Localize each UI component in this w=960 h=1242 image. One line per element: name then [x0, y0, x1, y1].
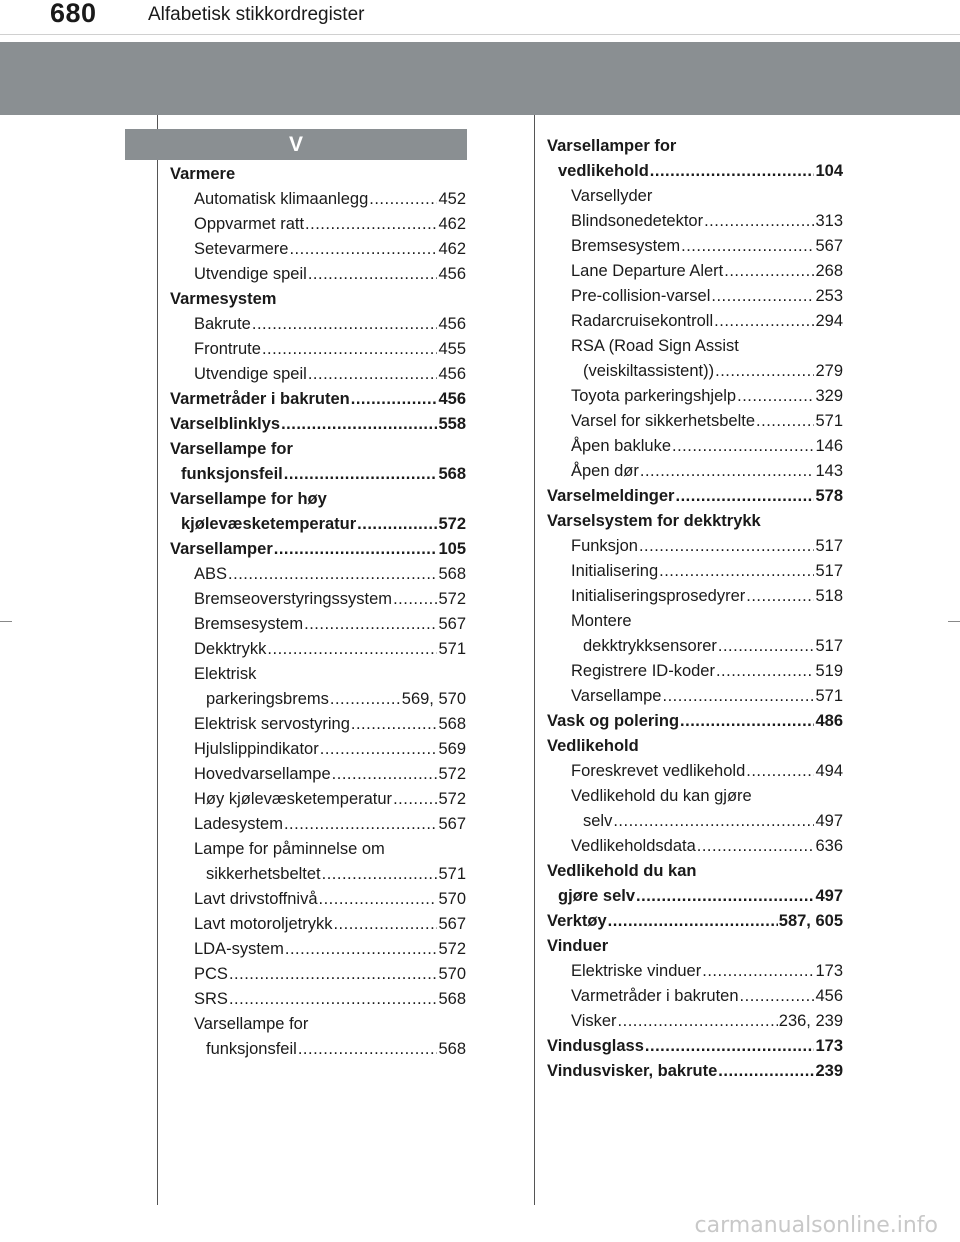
index-entry [170, 737, 466, 762]
index-entry-text: funksjonsfeil [206, 1040, 297, 1058]
index-entry-page: 570 [438, 890, 466, 908]
index-entry-page: 571 [438, 865, 466, 883]
index-entry [170, 587, 466, 612]
index-entry [170, 962, 466, 987]
index-entry-page: 494 [815, 762, 843, 780]
leader-dots [746, 584, 814, 609]
index-entry-page: 571 [815, 412, 843, 430]
index-entry-page: 568 [438, 465, 466, 483]
index-entry-text: Visker [571, 1012, 617, 1030]
index-entry [547, 609, 843, 634]
index-entry-text: Varsellyder [571, 187, 653, 205]
index-entry [547, 359, 843, 384]
leader-dots [697, 834, 815, 859]
index-entry-text: Radarcruisekontroll [571, 312, 714, 330]
index-entry-text: Varsellamper [170, 540, 273, 558]
index-entry-page: 105 [438, 540, 466, 558]
index-entry [547, 759, 843, 784]
leader-dots [711, 284, 814, 309]
leader-dots [659, 559, 814, 584]
leader-dots [715, 359, 814, 384]
index-entry [547, 1034, 843, 1059]
index-entry [170, 787, 466, 812]
index-entry-text: Vindusvisker, bakrute [547, 1062, 718, 1080]
index-entry-page: 239 [815, 1062, 843, 1080]
index-entry-text: Vinduer [547, 937, 609, 955]
index-entry [170, 662, 466, 687]
crop-mark-left [0, 621, 12, 622]
index-entry-text: Utvendige speil [194, 265, 307, 283]
leader-dots [229, 987, 438, 1012]
leader-dots [737, 384, 814, 409]
leader-dots [320, 737, 438, 762]
index-entry-text: parkeringsbrems [206, 690, 329, 708]
index-entry [170, 462, 466, 487]
index-entry-text: Åpen bakluke [571, 437, 671, 455]
index-entry-page: 517 [815, 637, 843, 655]
index-entry-text: Varsellampe [571, 687, 662, 705]
index-entry [547, 534, 843, 559]
leader-dots [351, 387, 438, 412]
index-entry [547, 784, 843, 809]
index-entry [547, 209, 843, 234]
index-entry [170, 287, 466, 312]
index-entry-text: Bremsesystem [194, 615, 304, 633]
index-entry-page: 517 [815, 562, 843, 580]
leader-dots [308, 262, 438, 287]
index-entry [547, 1009, 843, 1034]
index-entry-page: 572 [438, 940, 466, 958]
leader-dots [369, 187, 437, 212]
index-entry [170, 887, 466, 912]
leader-dots [274, 537, 438, 562]
right-column-rule [534, 115, 535, 1205]
index-entry-text: Åpen dør [571, 462, 639, 480]
index-entry-text: Varselsystem for dekktrykk [547, 512, 761, 530]
index-entry [547, 259, 843, 284]
index-entry-text: Elektrisk [194, 665, 257, 683]
index-entry-page: 572 [438, 790, 466, 808]
index-entry [547, 584, 843, 609]
index-entry-page: 456 [438, 365, 466, 383]
index-entry-text: Høy kjølevæsketemperatur [194, 790, 393, 808]
leader-dots [357, 512, 437, 537]
index-entry [170, 637, 466, 662]
header-divider [0, 34, 960, 38]
leader-dots [304, 612, 437, 637]
leader-dots [284, 812, 438, 837]
leader-dots [662, 684, 814, 709]
index-entry [170, 512, 466, 537]
leader-dots [333, 912, 437, 937]
index-entry-page: 497 [815, 812, 843, 830]
index-entry-page: 313 [815, 212, 843, 230]
index-entry-page: 462 [438, 240, 466, 258]
index-entry-text: vedlikehold [558, 162, 649, 180]
index-entry-page: 455 [438, 340, 466, 358]
leader-dots [330, 687, 401, 712]
index-entry [170, 487, 466, 512]
index-entry-page: 173 [815, 962, 843, 980]
index-entry [170, 437, 466, 462]
index-entry-text: Varmesystem [170, 290, 277, 308]
leader-dots [229, 962, 438, 987]
index-entry [547, 509, 843, 534]
index-entry [170, 937, 466, 962]
index-entry-page: 517 [815, 537, 843, 555]
index-entry-page: 568 [438, 715, 466, 733]
index-entry [547, 659, 843, 684]
index-entry-text: Vedlikehold [547, 737, 639, 755]
index-entry-text: Varsel for sikkerhetsbelte [571, 412, 756, 430]
index-entry-page: 143 [815, 462, 843, 480]
index-entry-page: 567 [438, 815, 466, 833]
index-entry [547, 134, 843, 159]
index-entry [170, 237, 466, 262]
index-entry [170, 987, 466, 1012]
index-entry-text: LDA-system [194, 940, 284, 958]
index-entry-text: Varmetråder i bakruten [571, 987, 739, 1005]
index-entry [547, 384, 843, 409]
index-entry-text: Automatisk klimaanlegg [194, 190, 369, 208]
index-entry [547, 734, 843, 759]
index-entry-page: 578 [815, 487, 843, 505]
index-entry [170, 362, 466, 387]
leader-dots [724, 259, 814, 284]
index-entry [170, 862, 466, 887]
leader-dots [289, 237, 437, 262]
index-entry [547, 159, 843, 184]
index-entry [170, 262, 466, 287]
index-entry-page: 572 [438, 515, 466, 533]
index-entry-text: Lavt motoroljetrykk [194, 915, 333, 933]
index-entry-text: Hovedvarsellampe [194, 765, 331, 783]
index-entry-page: 518 [815, 587, 843, 605]
leader-dots [718, 1059, 814, 1084]
index-entry-text: Initialiseringsprosedyrer [571, 587, 746, 605]
index-entry-text: ABS [194, 565, 228, 583]
index-entry-page: 568 [438, 1040, 466, 1058]
index-entry-page: 146 [815, 437, 843, 455]
index-entry-text: PCS [194, 965, 228, 983]
index-entry-text: SRS [194, 990, 228, 1008]
index-entry-text: Varsellampe for [194, 1015, 309, 1033]
index-entry-text: Elektriske vinduer [571, 962, 702, 980]
leader-dots [305, 212, 437, 237]
leader-dots [650, 159, 815, 184]
index-entry-page: 456 [815, 987, 843, 1005]
page-number: 680 [50, 0, 97, 28]
index-entry-page: 567 [438, 915, 466, 933]
index-entry-page: 456 [438, 315, 466, 333]
leader-dots [228, 562, 437, 587]
index-entry-page: 486 [815, 712, 843, 730]
index-entry-text: Lane Departure Alert [571, 262, 724, 280]
index-entry [547, 234, 843, 259]
index-entry [547, 834, 843, 859]
index-column-right [547, 134, 843, 1084]
index-entry-text: Varselblinklys [170, 415, 281, 433]
index-entry-page: 569 [438, 740, 466, 758]
leader-dots [322, 862, 438, 887]
index-entry-page: 568 [438, 990, 466, 1008]
index-entry-text: Pre-collision-varsel [571, 287, 711, 305]
left-column-rule [157, 115, 158, 1205]
index-entry-page: 570 [438, 965, 466, 983]
index-entry [170, 762, 466, 787]
index-entry-page: 636 [815, 837, 843, 855]
index-entry [547, 709, 843, 734]
index-entry-page: 572 [438, 590, 466, 608]
leader-dots [308, 362, 438, 387]
index-entry [170, 712, 466, 737]
index-entry-text: Elektrisk servostyring [194, 715, 350, 733]
index-entry-page: 497 [815, 887, 843, 905]
index-entry-page: 456 [438, 265, 466, 283]
index-entry [170, 537, 466, 562]
index-entry-text: Oppvarmet ratt [194, 215, 305, 233]
index-entry [547, 484, 843, 509]
index-entry-page: 568 [438, 565, 466, 583]
index-entry-text: gjøre selv [558, 887, 636, 905]
index-entry-text: Ladesystem [194, 815, 283, 833]
index-entry [547, 884, 843, 909]
index-entry-text: selv [583, 812, 613, 830]
index-entry-page: 279 [815, 362, 843, 380]
index-entry [170, 812, 466, 837]
index-entry-page: 519 [815, 662, 843, 680]
index-entry-text: RSA (Road Sign Assist [571, 337, 739, 355]
index-entry [547, 334, 843, 359]
leader-dots [702, 959, 814, 984]
index-entry [547, 684, 843, 709]
leader-dots [716, 659, 815, 684]
leader-dots [681, 234, 814, 259]
index-entry-text: Setevarmere [194, 240, 289, 258]
index-entry [170, 187, 466, 212]
index-entry-page: 572 [438, 765, 466, 783]
index-entry-page: 294 [815, 312, 843, 330]
index-entry [170, 912, 466, 937]
index-entry-text: Verktøy [547, 912, 607, 930]
index-entry-page: 567 [815, 237, 843, 255]
index-entry-text: Initialisering [571, 562, 659, 580]
index-entry-text: Montere [571, 612, 632, 630]
index-entry-page: 268 [815, 262, 843, 280]
index-entry [170, 1012, 466, 1037]
leader-dots [267, 637, 437, 662]
index-entry-text: Lampe for påminnelse om [194, 840, 385, 858]
index-entry [547, 984, 843, 1009]
leader-dots [672, 434, 814, 459]
leader-dots [393, 587, 437, 612]
index-entry-text: Vedlikehold du kan [547, 862, 697, 880]
index-entry-page: 456 [438, 390, 466, 408]
index-entry-text: Foreskrevet vedlikehold [571, 762, 746, 780]
leader-dots [281, 412, 437, 437]
index-entry-text: Varmetråder i bakruten [170, 390, 350, 408]
index-entry-page: 571 [815, 687, 843, 705]
leader-dots [714, 309, 814, 334]
index-entry-page: 329 [815, 387, 843, 405]
index-entry [547, 284, 843, 309]
index-entry [170, 387, 466, 412]
index-entry-page: 236, 239 [778, 1012, 843, 1030]
index-entry-text: Varsellampe for [170, 440, 293, 458]
index-entry-page: 569, 570 [401, 690, 466, 708]
index-entry [547, 459, 843, 484]
leader-dots [718, 634, 815, 659]
index-entry-text: Vedlikeholdsdata [571, 837, 696, 855]
index-entry [547, 184, 843, 209]
index-entry-text: funksjonsfeil [181, 465, 283, 483]
index-entry [170, 312, 466, 337]
index-entry-text: Varsellamper for [547, 137, 677, 155]
leader-dots [252, 312, 438, 337]
index-entry-page: 104 [815, 162, 843, 180]
index-entry-text: Frontrute [194, 340, 261, 358]
index-entry-text: Varselmeldinger [547, 487, 675, 505]
index-entry-text: Varsellampe for høy [170, 490, 327, 508]
leader-dots [319, 887, 438, 912]
index-entry [170, 412, 466, 437]
index-entry [547, 309, 843, 334]
leader-dots [740, 984, 815, 1009]
index-entry-page: 587, 605 [778, 912, 843, 930]
leader-dots [332, 762, 438, 787]
index-entry [547, 409, 843, 434]
index-entry-text: sikkerhetsbeltet [206, 865, 321, 883]
index-entry-page: 567 [438, 615, 466, 633]
index-entry [547, 1059, 843, 1084]
index-entry-text: Dekktrykk [194, 640, 267, 658]
index-entry [170, 162, 466, 187]
index-entry [547, 859, 843, 884]
index-entry-text: Utvendige speil [194, 365, 307, 383]
index-entry-text: Blindsonedetektor [571, 212, 704, 230]
index-entry-text: kjølevæsketemperatur [181, 515, 357, 533]
leader-dots [636, 884, 814, 909]
index-entry [170, 612, 466, 637]
index-entry-text: Toyota parkeringshjelp [571, 387, 737, 405]
index-entry-page: 462 [438, 215, 466, 233]
leader-dots [639, 534, 815, 559]
leader-dots [393, 787, 437, 812]
leader-dots [608, 909, 778, 934]
leader-dots [618, 1009, 778, 1034]
index-entry-text: Vask og polering [547, 712, 680, 730]
leader-dots [675, 484, 814, 509]
leader-dots [704, 209, 814, 234]
index-entry [547, 809, 843, 834]
index-entry [170, 212, 466, 237]
index-entry [547, 434, 843, 459]
leader-dots [262, 337, 438, 362]
crop-mark-right [948, 621, 960, 622]
index-entry-text: Bremsesystem [571, 237, 681, 255]
index-entry-text: (veiskiltassistent)) [583, 362, 715, 380]
index-entry [547, 934, 843, 959]
index-entry [170, 337, 466, 362]
leader-dots [640, 459, 815, 484]
header-band [0, 42, 960, 115]
index-entry [547, 959, 843, 984]
page-header [0, 0, 960, 30]
index-entry-page: 173 [815, 1037, 843, 1055]
index-entry-text: Bremseoverstyringssystem [194, 590, 393, 608]
index-entry [170, 562, 466, 587]
index-entry-page: 253 [815, 287, 843, 305]
leader-dots [645, 1034, 815, 1059]
leader-dots [351, 712, 438, 737]
leader-dots [284, 462, 438, 487]
index-entry-page: 452 [438, 190, 466, 208]
leader-dots [680, 709, 814, 734]
index-entry-text: dekktrykksensorer [583, 637, 717, 655]
index-entry-page: 558 [438, 415, 466, 433]
section-letter: V [125, 129, 467, 160]
index-entry-text: Varmere [170, 165, 236, 183]
index-entry-text: Bakrute [194, 315, 251, 333]
index-entry-text: Registrere ID-koder [571, 662, 715, 680]
index-entry [170, 1037, 466, 1062]
leader-dots [298, 1037, 438, 1062]
index-entry-text: Lavt drivstoffnivå [194, 890, 318, 908]
index-entry-text: Vedlikehold du kan gjøre [571, 787, 752, 805]
watermark: carmanualsonline.info [694, 1213, 938, 1238]
index-entry [547, 909, 843, 934]
page-title: Alfabetisk stikkordregister [148, 4, 365, 25]
index-entry-page: 571 [438, 640, 466, 658]
index-entry [547, 559, 843, 584]
index-entry-text: Funksjon [571, 537, 638, 555]
leader-dots [285, 937, 438, 962]
leader-dots [756, 409, 814, 434]
index-entry [547, 634, 843, 659]
index-entry-text: Vindusglass [547, 1037, 644, 1055]
leader-dots [613, 809, 814, 834]
leader-dots [746, 759, 814, 784]
index-column-left [170, 162, 466, 1062]
index-entry [170, 837, 466, 862]
index-entry [170, 687, 466, 712]
index-entry-text: Hjulslippindikator [194, 740, 319, 758]
